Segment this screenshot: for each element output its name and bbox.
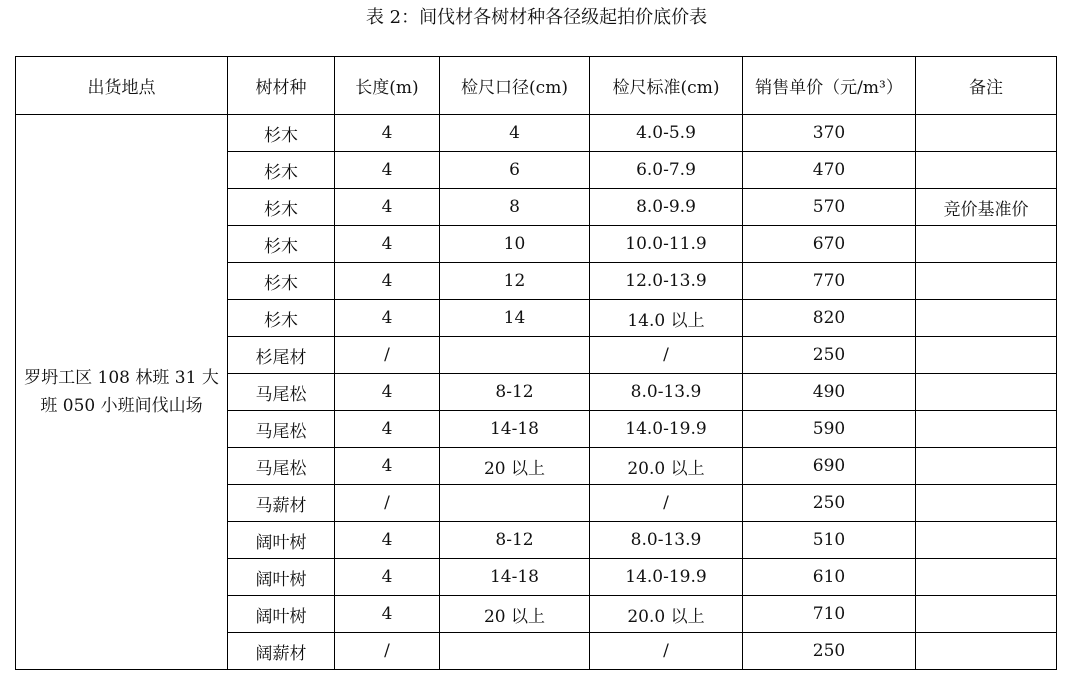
length-cell: 4 [335,263,440,300]
species-cell: 杉木 [228,152,335,189]
species-cell: 阔叶树 [228,559,335,596]
length-cell: 4 [335,115,440,152]
price-cell: 710 [743,596,916,633]
diameter-cell [440,337,590,374]
note-cell [916,263,1057,300]
length-cell: 4 [335,300,440,337]
diameter-cell: 12 [440,263,590,300]
standard-cell: / [590,485,743,522]
length-cell: / [335,337,440,374]
price-cell: 770 [743,263,916,300]
note-cell: 竞价基准价 [916,189,1057,226]
table-row [16,115,1057,152]
note-cell [916,448,1057,485]
standard-cell: 8.0-13.9 [590,374,743,411]
standard-cell: 6.0-7.9 [590,152,743,189]
header-standard: 检尺标准(cm) [590,57,743,115]
species-cell: 杉木 [228,300,335,337]
species-cell: 杉木 [228,115,335,152]
length-cell: / [335,485,440,522]
diameter-cell: 14 [440,300,590,337]
standard-cell: 14.0-19.9 [590,559,743,596]
price-cell: 570 [743,189,916,226]
species-cell: 阔叶树 [228,522,335,559]
price-cell: 250 [743,485,916,522]
length-cell: 4 [335,226,440,263]
diameter-cell: 20 以上 [440,596,590,633]
diameter-cell: 20 以上 [440,448,590,485]
price-cell: 670 [743,226,916,263]
header-diameter: 检尺口径(cm) [440,57,590,115]
note-cell [916,411,1057,448]
species-cell: 马尾松 [228,374,335,411]
note-cell [916,300,1057,337]
length-cell: 4 [335,411,440,448]
note-cell [916,596,1057,633]
length-cell: 4 [335,374,440,411]
standard-cell: 4.0-5.9 [590,115,743,152]
price-cell: 820 [743,300,916,337]
price-cell: 610 [743,559,916,596]
length-cell: 4 [335,559,440,596]
length-cell: 4 [335,522,440,559]
price-cell: 690 [743,448,916,485]
species-cell: 阔薪材 [228,633,335,670]
price-cell: 250 [743,633,916,670]
price-cell: 490 [743,374,916,411]
standard-cell: / [590,337,743,374]
species-cell: 杉木 [228,189,335,226]
note-cell [916,633,1057,670]
diameter-cell [440,633,590,670]
price-cell: 510 [743,522,916,559]
header-length: 长度(m) [335,57,440,115]
header-price: 销售单价（元/m³） [743,57,916,115]
note-cell [916,559,1057,596]
table-title: 表 2：间伐材各树材种各径级起拍价底价表 [365,7,708,28]
diameter-cell: 10 [440,226,590,263]
diameter-cell: 14-18 [440,559,590,596]
standard-cell: 10.0-11.9 [590,226,743,263]
price-cell: 250 [743,337,916,374]
standard-cell: 14.0 以上 [590,300,743,337]
standard-cell: 12.0-13.9 [590,263,743,300]
note-cell [916,337,1057,374]
species-cell: 马尾松 [228,411,335,448]
standard-cell: 20.0 以上 [590,596,743,633]
note-cell [916,226,1057,263]
diameter-cell: 6 [440,152,590,189]
diameter-cell [440,485,590,522]
diameter-cell: 14-18 [440,411,590,448]
header-species: 树材种 [228,57,335,115]
length-cell: / [335,633,440,670]
location-cell: 罗坍工区 108 林班 31 大班 050 小班间伐山场 [16,115,228,670]
length-cell: 4 [335,448,440,485]
standard-cell: 8.0-9.9 [590,189,743,226]
note-cell [916,522,1057,559]
standard-cell: 8.0-13.9 [590,522,743,559]
price-table [15,56,1057,670]
species-cell: 马薪材 [228,485,335,522]
length-cell: 4 [335,596,440,633]
note-cell [916,152,1057,189]
length-cell: 4 [335,189,440,226]
note-cell [916,115,1057,152]
length-cell: 4 [335,152,440,189]
standard-cell: 20.0 以上 [590,448,743,485]
species-cell: 马尾松 [228,448,335,485]
price-cell: 370 [743,115,916,152]
note-cell [916,485,1057,522]
header-note: 备注 [916,57,1057,115]
diameter-cell: 8 [440,189,590,226]
note-cell [916,374,1057,411]
header-location: 出货地点 [16,57,228,115]
diameter-cell: 8-12 [440,522,590,559]
standard-cell: 14.0-19.9 [590,411,743,448]
species-cell: 杉尾材 [228,337,335,374]
header-row [16,57,1057,115]
diameter-cell: 8-12 [440,374,590,411]
species-cell: 杉木 [228,226,335,263]
price-cell: 470 [743,152,916,189]
species-cell: 阔叶树 [228,596,335,633]
diameter-cell: 4 [440,115,590,152]
species-cell: 杉木 [228,263,335,300]
standard-cell: / [590,633,743,670]
price-cell: 590 [743,411,916,448]
